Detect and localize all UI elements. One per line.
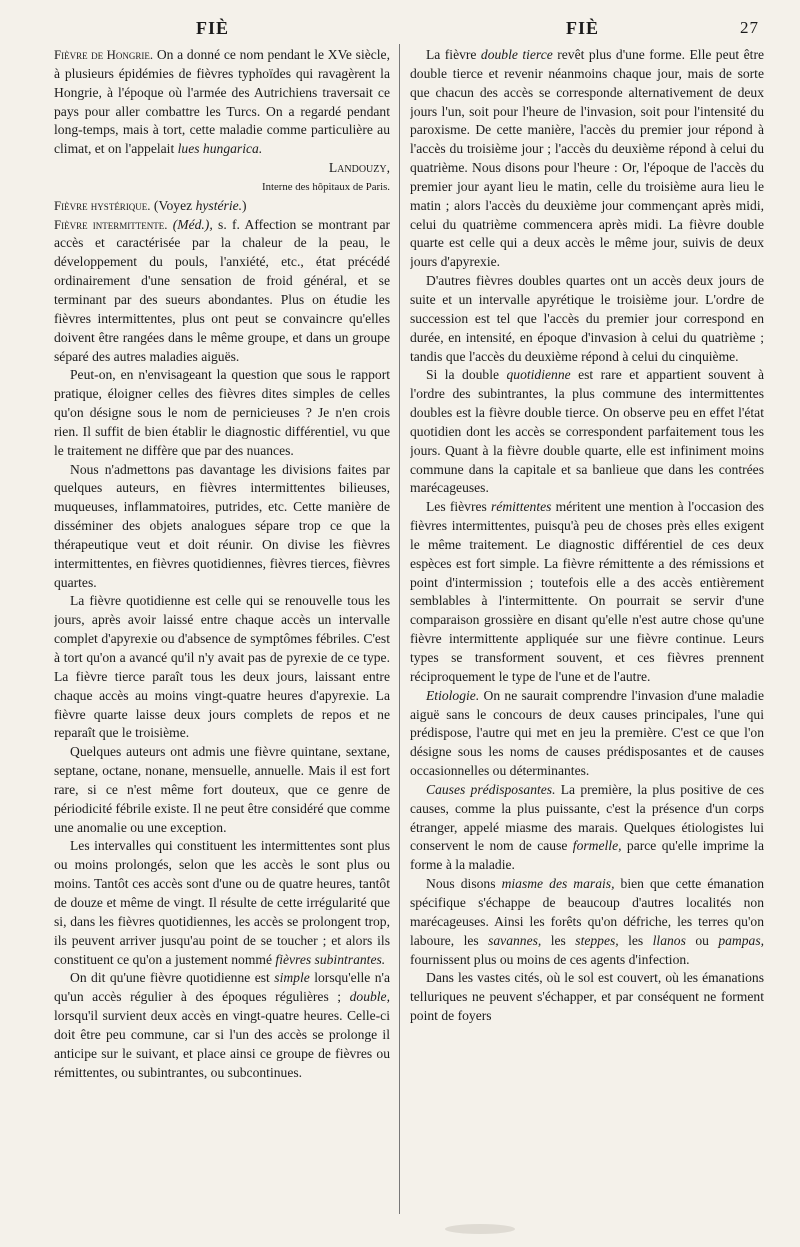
entry-term: Fièvre de Hongrie. (54, 48, 154, 62)
entry-fievre-de-hongrie: Fièvre de Hongrie. On a donné ce nom pendant le XVe siècle, à plusieurs épidémies de fièvres typhoïdes qui ravagèrent la Hongrie, à l'époque où l'armée des Autrichiens traversait ce pays pour aller combattre les Turcs. On a regardé pendant long-temps, mais à tort, cette maladie comme particulière au climat, et on l'appelait lues hungarica. (54, 47, 390, 157)
paragraph: La fièvre quotidienne est celle qui se renouvelle tous les jours, après avoir laissé entre chaque accès un intervalle complet d'apyrexie ou d'absence de symptômes fébriles. C'est à tort qu'on a avancé qu'il n'y avait pas de pyrexie de ce type. La fièvre tierce paraît tous les deux jours, laissant entre chaque accès au moins vingt-quatre heures d'apyrexie. La fièvre quarte laisse deux jours complets de repos et ne reparaît que le troisième. (54, 593, 390, 741)
running-head-left: FIÈ (196, 18, 230, 38)
paragraph: Si la double quotidienne est rare et appartient souvent à l'ordre des subintrantes, la plus commune des intermittentes doubles est la fièvre double tierce. On observe peu en effet l'état quotidien dont les accès se correspondent parfaitement tous les jours. Quant à la fièvre double quarte, elle est infiniment moins commune dans la capitale et sa banlieue que dans les contrées marécageuses. (410, 367, 764, 496)
entry-term: Fièvre hystérique. (54, 198, 151, 213)
paragraph: D'autres fièvres doubles quartes ont un accès deux jours de suite et un intervalle apyrétique le troisième jour. L'ordre de succession est tel que l'accès du premier jour correspond en durée, en intensité, en époque d'invasion à celui du quatrième ; tandis que l'accès du deuxième répond à celui du cinquième. (410, 273, 764, 364)
paragraph: Les intervalles qui constituent les intermittentes sont plus ou moins prolongés, selon que les accès le sont plus ou moins. Tantôt ces accès sont d'une ou de quatre heures, tantôt de douze et même de vingt. Il résulte de cette irrégularité que si, dans les fièvres quotidiennes, les accès se prolongent trop, ils peuvent arriver jusqu'au point de se toucher ; et alors ils constituent ce qu'on a justement nommé fièvres subintrantes. (54, 838, 390, 967)
column-divider (399, 44, 400, 1214)
paragraph: Etiologie. On ne saurait comprendre l'invasion d'une maladie aiguë sans le concours de deux causes principales, l'une qui prédispose, l'autre qui met en jeu la première. C'est ce que l'on désigne sous les noms de causes prédisposantes et de causes occasionnelles ou déterminantes. (410, 687, 764, 779)
author-signature: Landouzy, (328, 160, 390, 176)
entry-fievre-hysterique: Fièvre hystérique. (Voyez hystérie.) (54, 197, 247, 213)
paragraph: On dit qu'une fièvre quotidienne est simple lorsqu'elle n'a qu'un accès régulier à des époques régulières ; double, lorsqu'il survient deux accès en vingt-quatre heures. Celle-ci doit être peu commune, car si l'un des accès se prolonge il anticipe sur le suivant, et place ainsi ce groupe de fièvres ou rémittentes, ou subintrantes, ou subcontinues. (54, 970, 390, 1080)
paragraph: Causes prédisposantes. La première, la plus positive de ces causes, comme la plus puissante, c'est la présence d'un corps étranger, appelé miasme des marais. Quelques étiologistes lui conservent le nom de cause formelle, parce qu'elle imprime la forme à la maladie. (410, 781, 764, 873)
paragraph: Quelques auteurs ont admis une fièvre quintane, sextane, septane, octane, nonane, mensuelle, annuelle. Mais il est fort rare, si ce n'est même fort douteux, que ce genre de périodicité fébrile existe. Il ne peut être considéré que comme une anomalie ou une exception. (54, 744, 390, 835)
page-number: 27 (740, 18, 759, 37)
running-head-right: FIÈ (566, 18, 600, 38)
ink-smudge (445, 1224, 515, 1234)
paragraph: Nous disons miasme des marais, bien que cette émanation spécifique s'échappe de beaucoup d'autres localités non marécageuses. Ainsi les forêts qu'on défriche, les terres qu'on laboure, les savannes, les steppes, les llanos ou pampas, fournissent plus ou moins de ces agents d'infection. (410, 876, 764, 967)
paragraph: Les fièvres rémittentes méritent une mention à l'occasion des fièvres intermittentes, puisqu'à peu de choses près elles exigent le même traitement. Le diagnostic différentiel de ces deux espèces est fort simple. La fièvre rémittente a des rémissions et point d'intermission ; toutefois elle a des accès entièrement semblables à l'intermittente. On pourrait se servir d'une comparaison grossière en disant qu'elle n'est autre chose qu'une fièvre intermittente appliquée sur une fièvre continue. Leurs types se transforment souvent, et ces fièvres prennent réciproquement le type de l'une et de l'autre. (410, 499, 764, 684)
paragraph: Peut-on, en n'envisageant la question que sous le rapport pratique, éloigner celles des fièvres dites simples de celles qu'on désigne sous le nom de pernicieuses ? Je n'en crois rien. Il suffit de bien établir le diagnostic différentiel, vu que le traitement ne diffère que par des nuances. (54, 367, 390, 458)
right-column (410, 46, 764, 1224)
entry-term: Fièvre intermittente. (54, 217, 168, 232)
author-title: Interne des hôpitaux de Paris. (261, 180, 390, 193)
page-header (0, 14, 800, 40)
paragraph: Dans les vastes cités, où le sol est couvert, où les émanations telluriques ne peuvent s'échapper, et par conséquent ne forment point de foyers (410, 970, 764, 1024)
paragraph: La fièvre double tierce revêt plus d'une forme. Elle peut être double tierce et revenir néanmoins chaque jour, mais de sorte que chacun des accès se corresponde alternativement de deux jours l'un, soit pour l'heure de l'invasion, soit pour l'intensité du paroxisme. De cette manière, l'accès du premier jour répond à l'accès du troisième jour ; l'accès du deuxième répond à celui du quatrième. Nous disons pour l'heure : Or, l'époque de l'accès du premier jour ayant lieu le matin, celle du troisième aura lieu le matin ; alors l'accès du deuxième jour commençant après midi, celui du quatrième commencera après midi. La fièvre double quarte est celle qui a deux accès le même jour, suivis de deux jours d'apyrexie. (410, 47, 764, 270)
left-column (54, 46, 390, 1224)
paragraph: Nous n'admettons pas davantage les divisions faites par quelques auteurs, en fièvres intermittentes bilieuses, muqueuses, inflammatoires, putrides, etc. Cette manière de disséminer des objets analogues sépare trop ce que la thérapeutique veut et doit réunir. On divise les fièvres intermittentes, en fièvres quotidiennes, fièvres tierces, fièvres quartes. (54, 461, 390, 590)
entry-fievre-intermittente: Fièvre intermittente. (Méd.), s. f. Affection se montrant par accès et caractérisée par la chaleur de la peau, le développement du pouls, l'anxiété, etc., état précédé ordinairement d'une sensation de froid général, et se terminant par des sueurs abondantes. Plus on étudie les fièvres intermittentes, plus ont peut se convaincre qu'elles doivent être rangées dans le même groupe, et dans un groupe séparé des autres maladies aiguës. (54, 216, 390, 364)
